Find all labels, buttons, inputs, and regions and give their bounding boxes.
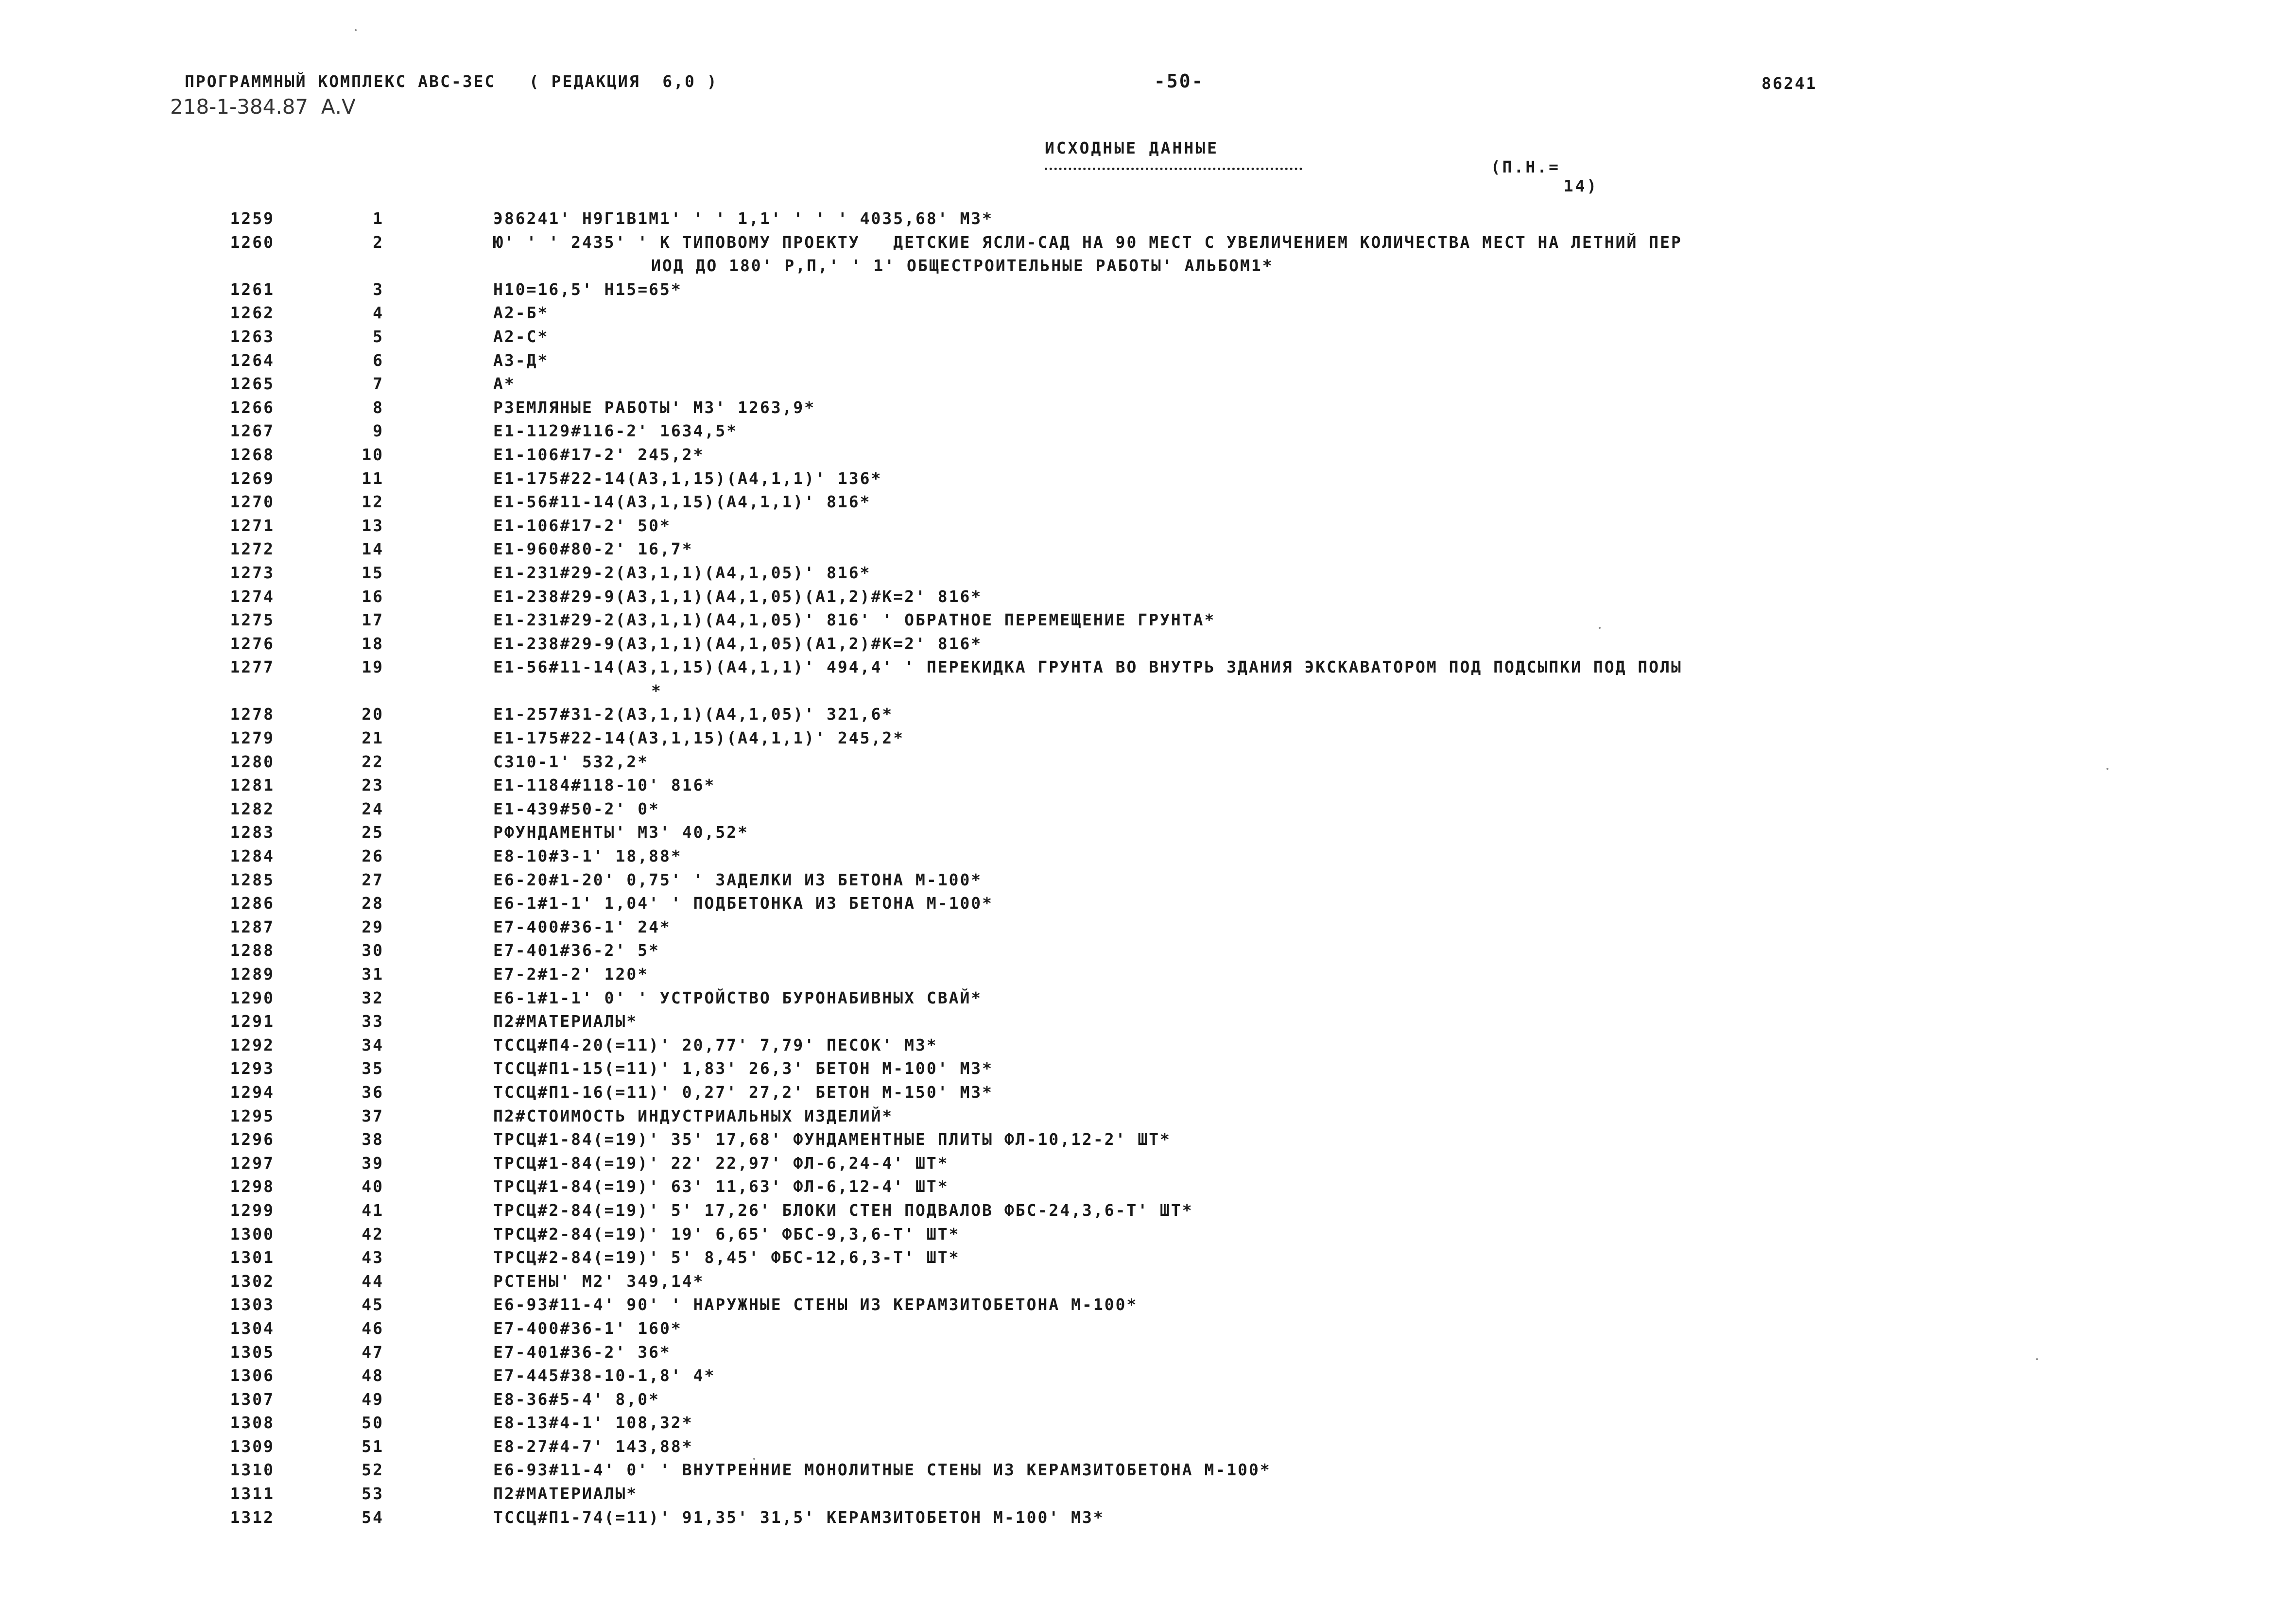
statement-number: 42: [362, 1224, 384, 1244]
line-number: 1301: [230, 1248, 275, 1267]
line-number: 1265: [230, 374, 275, 394]
statement-number: 32: [362, 988, 384, 1007]
listing-row: [0, 469, 2296, 493]
statement-text: ТРСЦ#1-84(=19)' 22' 22,97' ФЛ-6,24-4' ШТ*: [493, 1153, 949, 1173]
statement-text: Е1-231#29-2(А3,1,1)(А4,1,05)' 816*: [493, 563, 871, 582]
line-number: 1298: [230, 1177, 275, 1196]
listing-row: [0, 965, 2296, 988]
listing-row: [0, 847, 2296, 870]
listing-row: [0, 988, 2296, 1012]
statement-text: Е1-175#22-14(А3,1,15)(А4,1,1)' 245,2*: [493, 728, 905, 748]
statement-number: 40: [362, 1177, 384, 1196]
line-number: 1281: [230, 776, 275, 795]
statement-number: 41: [362, 1200, 384, 1220]
statement-text: ТССЦ#П1-74(=11)' 91,35' 31,5' КЕРАМЗИТОБЕТОН М-100' МЗ*: [493, 1507, 1105, 1527]
statement-text: Е1-1184#118-10' 816*: [493, 776, 716, 795]
statement-text: А*: [493, 374, 516, 394]
statement-text: Е1-439#50-2' 0*: [493, 799, 660, 818]
statement-text: Е8-10#3-1' 18,88*: [493, 847, 682, 866]
source-listing: [0, 209, 2296, 1531]
line-number: 1287: [230, 917, 275, 936]
listing-row: [0, 445, 2296, 469]
statement-number: 37: [362, 1106, 384, 1125]
line-number: 1274: [230, 587, 275, 606]
line-number: 1292: [230, 1035, 275, 1054]
line-number: 1286: [230, 894, 275, 913]
listing-row: [0, 1154, 2296, 1177]
listing-row: [0, 539, 2296, 563]
handwritten-reference: 218-1-384.87 А.V: [170, 95, 356, 119]
listing-row: [0, 610, 2296, 634]
statement-text: А2-Б*: [493, 303, 549, 323]
line-number: 1266: [230, 397, 275, 417]
listing-row: [0, 1225, 2296, 1248]
statement-text: С310-1' 532,2*: [493, 752, 649, 771]
statement-number: 49: [362, 1389, 384, 1409]
statement-number: 14: [362, 539, 384, 559]
scan-speck: [2106, 768, 2108, 770]
statement-number: 6: [373, 350, 384, 370]
listing-row: [0, 1248, 2296, 1272]
listing-row: [0, 1343, 2296, 1366]
listing-row: [0, 728, 2296, 752]
statement-text: Е6-93#11-4' 90' ' НАРУЖНЫЕ СТЕНЫ ИЗ КЕРАМЗИТОБЕТОНА М-100*: [493, 1295, 1138, 1314]
listing-row: [0, 917, 2296, 941]
listing-row: [0, 1106, 2296, 1130]
listing-row: [0, 516, 2296, 540]
statement-text: ТРСЦ#2-84(=19)' 5' 8,45' ФБС-12,6,3-Т' ШТ*: [493, 1248, 960, 1267]
statement-number: 47: [362, 1342, 384, 1362]
line-number: 1311: [230, 1484, 275, 1503]
listing-row: [0, 1295, 2296, 1319]
line-number: 1284: [230, 847, 275, 866]
statement-text: Е7-400#36-1' 24*: [493, 917, 671, 936]
line-number: 1268: [230, 445, 275, 464]
statement-number: 33: [362, 1012, 384, 1031]
statement-text: Е1-238#29-9(А3,1,1)(А4,1,05)(А1,2)#К=2' 816*: [493, 587, 983, 606]
line-number: 1310: [230, 1460, 275, 1480]
pn-value: 14): [1563, 176, 1599, 195]
listing-row: [0, 563, 2296, 587]
listing-row: [0, 1460, 2296, 1484]
listing-row: [0, 1177, 2296, 1201]
statement-number: 8: [373, 397, 384, 417]
statement-text: Е8-13#4-1' 108,32*: [493, 1413, 693, 1433]
listing-row: [0, 870, 2296, 894]
statement-number: 24: [362, 799, 384, 818]
line-number: 1267: [230, 421, 275, 441]
line-number: 1297: [230, 1153, 275, 1173]
statement-text: ТРСЦ#1-84(=19)' 63' 11,63' ФЛ-6,12-4' ШТ*: [493, 1177, 949, 1196]
line-number: 1283: [230, 823, 275, 842]
line-number: 1279: [230, 728, 275, 748]
listing-row: [0, 823, 2296, 847]
statement-text: Е1-960#80-2' 16,7*: [493, 539, 693, 559]
statement-text: А3-Д*: [493, 350, 549, 370]
listing-row: [0, 752, 2296, 776]
statement-text: Е8-27#4-7' 143,88*: [493, 1436, 693, 1456]
statement-text: ТССЦ#П4-20(=11)' 20,77' 7,79' ПЕСОК' МЗ*: [493, 1035, 938, 1054]
statement-number: 12: [362, 492, 384, 512]
statement-text: Е1-175#22-14(А3,1,15)(А4,1,1)' 136*: [493, 468, 882, 488]
statement-number: 45: [362, 1295, 384, 1314]
line-number: 1290: [230, 988, 275, 1007]
statement-number: 44: [362, 1271, 384, 1291]
statement-text: РФУНДАМЕНТЫ' МЗ' 40,52*: [493, 823, 749, 842]
listing-row: [0, 1130, 2296, 1154]
line-number: 1264: [230, 350, 275, 370]
statement-text: П2#МАТЕРИАЛЫ*: [493, 1484, 638, 1503]
line-number: 1262: [230, 303, 275, 323]
statement-number: 20: [362, 705, 384, 724]
listing-row: [0, 1036, 2296, 1059]
line-number: 1291: [230, 1012, 275, 1031]
listing-row: [0, 1083, 2296, 1106]
statement-number: 34: [362, 1035, 384, 1054]
statement-number: 1: [373, 209, 384, 228]
statement-number: 51: [362, 1436, 384, 1456]
line-number: 1263: [230, 327, 275, 346]
line-number: 1260: [230, 232, 275, 252]
line-number: 1309: [230, 1436, 275, 1456]
statement-number: 48: [362, 1366, 384, 1385]
statement-number: 35: [362, 1059, 384, 1078]
statement-text: Е1-231#29-2(А3,1,1)(А4,1,05)' 816' ' ОБРАТНОЕ ПЕРЕМЕЩЕНИЕ ГРУНТА*: [493, 610, 1216, 630]
statement-text: Е6-1#1-1' 1,04' ' ПОДБЕТОНКА ИЗ БЕТОНА М-100*: [493, 894, 994, 913]
page-number: -50-: [1154, 70, 1205, 92]
line-number: 1304: [230, 1318, 275, 1338]
program-header: ПРОГРАММНЫЙ КОМПЛЕКС АВС-3ЕС ( РЕДАКЦИЯ 6,0 ): [185, 72, 718, 91]
statement-number: 13: [362, 516, 384, 535]
line-number: 1312: [230, 1507, 275, 1527]
listing-row: [0, 799, 2296, 823]
line-number: 1273: [230, 563, 275, 582]
statement-text: Е8-36#5-4' 8,0*: [493, 1389, 660, 1409]
listing-row: [0, 233, 2296, 257]
statement-text: Ю' ' ' 2435' ' К ТИПОВОМУ ПРОЕКТУ ДЕТСКИЕ ЯСЛИ-САД НА 90 МЕСТ С УВЕЛИЧЕНИЕМ КОЛИЧЕСТВА МЕСТ НА ЛЕТНИЙ ПЕР: [493, 232, 1682, 252]
statement-number: 30: [362, 941, 384, 960]
listing-continuation-row: [0, 256, 2296, 280]
statement-number: 54: [362, 1507, 384, 1527]
statement-text: Е7-2#1-2' 120*: [493, 965, 649, 984]
statement-number: 39: [362, 1153, 384, 1173]
line-number: 1289: [230, 965, 275, 984]
statement-number: 27: [362, 870, 384, 889]
statement-number: 4: [373, 303, 384, 323]
statement-text: Е1-238#29-9(А3,1,1)(А4,1,05)(А1,2)#К=2' 816*: [493, 634, 983, 653]
scan-speck: [2036, 1358, 2038, 1360]
statement-number: 43: [362, 1248, 384, 1267]
listing-row: [0, 776, 2296, 799]
line-number: 1272: [230, 539, 275, 559]
statement-number: 53: [362, 1484, 384, 1503]
title-underline: [1045, 168, 1302, 170]
statement-number: 46: [362, 1318, 384, 1338]
statement-text: Е1-106#17-2' 245,2*: [493, 445, 705, 464]
scan-speck: [753, 1458, 755, 1460]
listing-row: [0, 941, 2296, 965]
statement-number: 22: [362, 752, 384, 771]
section-title: ИСХОДНЫЕ ДАННЫЕ: [1045, 138, 1219, 157]
listing-row: [0, 374, 2296, 398]
statement-text: Е1-257#31-2(А3,1,1)(А4,1,05)' 321,6*: [493, 705, 894, 724]
statement-number: 15: [362, 563, 384, 582]
statement-text: Е7-445#38-10-1,8' 4*: [493, 1366, 716, 1385]
listing-row: [0, 492, 2296, 516]
document-code: 86241: [1761, 74, 1817, 93]
listing-row: [0, 1437, 2296, 1461]
line-number: 1276: [230, 634, 275, 653]
line-number: 1293: [230, 1059, 275, 1078]
listing-row: [0, 1366, 2296, 1390]
statement-number: 36: [362, 1082, 384, 1102]
line-number: 1302: [230, 1271, 275, 1291]
statement-text: Е7-401#36-2' 36*: [493, 1342, 671, 1362]
listing-row: [0, 1059, 2296, 1083]
statement-number: 9: [373, 421, 384, 441]
statement-text: П2#СТОИМОСТЬ ИНДУСТРИАЛЬНЫХ ИЗДЕЛИЙ*: [493, 1106, 894, 1125]
statement-number: 7: [373, 374, 384, 394]
line-number: 1300: [230, 1224, 275, 1244]
statement-number: 10: [362, 445, 384, 464]
statement-number: 11: [362, 468, 384, 488]
listing-row: [0, 1201, 2296, 1225]
statement-text: Е1-1129#116-2' 1634,5*: [493, 421, 738, 441]
statement-number: 29: [362, 917, 384, 936]
statement-text: Е7-400#36-1' 160*: [493, 1318, 682, 1338]
line-number: 1288: [230, 941, 275, 960]
statement-text: А2-С*: [493, 327, 549, 346]
statement-text: ТРСЦ#2-84(=19)' 5' 17,26' БЛОКИ СТЕН ПОДВАЛОВ ФБС-24,3,6-Т' ШТ*: [493, 1200, 1193, 1220]
line-number: 1259: [230, 209, 275, 228]
line-number: 1299: [230, 1200, 275, 1220]
listing-row: [0, 327, 2296, 351]
statement-text: РСТЕНЫ' М2' 349,14*: [493, 1271, 705, 1291]
listing-continuation-row: [0, 681, 2296, 705]
statement-number: 50: [362, 1413, 384, 1433]
line-number: 1275: [230, 610, 275, 630]
statement-number: 5: [373, 327, 384, 346]
statement-text: *: [651, 681, 662, 700]
line-number: 1271: [230, 516, 275, 535]
line-number: 1285: [230, 870, 275, 889]
statement-text: Е7-401#36-2' 5*: [493, 941, 660, 960]
scan-speck: [1599, 627, 1601, 629]
line-number: 1303: [230, 1295, 275, 1314]
pn-label: (П.Н.=: [1490, 157, 1560, 176]
line-number: 1296: [230, 1130, 275, 1149]
statement-text: ТРСЦ#2-84(=19)' 19' 6,65' ФБС-9,3,6-Т' ШТ*: [493, 1224, 960, 1244]
line-number: 1294: [230, 1082, 275, 1102]
statement-text: ИОД ДО 180' Р,П,' ' 1' ОБЩЕСТРОИТЕЛЬНЫЕ РАБОТЫ' АЛЬБОМ1*: [651, 256, 1274, 276]
line-number: 1308: [230, 1413, 275, 1433]
listing-row: [0, 1012, 2296, 1036]
line-number: 1307: [230, 1389, 275, 1409]
statement-text: Е6-93#11-4' 0' ' ВНУТРЕННИЕ МОНОЛИТНЫЕ СТЕНЫ ИЗ КЕРАМЗИТОБЕТОНА М-100*: [493, 1460, 1271, 1480]
statement-text: Е1-56#11-14(А3,1,15)(А4,1,1)' 494,4' ' ПЕРЕКИДКА ГРУНТА ВО ВНУТРЬ ЗДАНИЯ ЭКСКАВАТОРОМ ПОД ПОДСЫПКИ ПОД ПОЛЫ: [493, 657, 1682, 677]
statement-number: 52: [362, 1460, 384, 1480]
listing-row: [0, 1272, 2296, 1296]
statement-number: 2: [373, 232, 384, 252]
statement-number: 3: [373, 279, 384, 299]
statement-number: 18: [362, 634, 384, 653]
line-number: 1270: [230, 492, 275, 512]
statement-text: Е1-106#17-2' 50*: [493, 516, 671, 535]
line-number: 1261: [230, 279, 275, 299]
listing-row: [0, 398, 2296, 422]
statement-text: Е1-56#11-14(А3,1,15)(А4,1,1)' 816*: [493, 492, 871, 512]
line-number: 1305: [230, 1342, 275, 1362]
listing-row: [0, 1508, 2296, 1532]
listing-row: [0, 894, 2296, 917]
listing-row: [0, 657, 2296, 681]
page-index: [1467, 138, 1598, 195]
listing-row: [0, 1390, 2296, 1414]
listing-row: [0, 587, 2296, 611]
line-number: 1295: [230, 1106, 275, 1125]
line-number: 1277: [230, 657, 275, 677]
statement-number: 21: [362, 728, 384, 748]
statement-text: Э86241' Н9Г1В1М1' ' ' 1,1' ' ' ' 4035,68' МЗ*: [493, 209, 994, 228]
listing-row: [0, 421, 2296, 445]
scan-speck: [355, 29, 357, 31]
line-number: 1278: [230, 705, 275, 724]
statement-text: ТРСЦ#1-84(=19)' 35' 17,68' ФУНДАМЕНТНЫЕ ПЛИТЫ ФЛ-10,12-2' ШТ*: [493, 1130, 1171, 1149]
statement-text: П2#МАТЕРИАЛЫ*: [493, 1012, 638, 1031]
statement-number: 28: [362, 894, 384, 913]
statement-number: 19: [362, 657, 384, 677]
statement-text: Е6-1#1-1' 0' ' УСТРОЙСТВО БУРОНАБИВНЫХ СВАЙ*: [493, 988, 983, 1007]
listing-row: [0, 1413, 2296, 1437]
statement-text: РЗЕМЛЯНЫЕ РАБОТЫ' МЗ' 1263,9*: [493, 397, 816, 417]
listing-row: [0, 705, 2296, 728]
line-number: 1282: [230, 799, 275, 818]
listing-row: [0, 1484, 2296, 1508]
listing-row: [0, 1319, 2296, 1343]
statement-text: ТССЦ#П1-16(=11)' 0,27' 27,2' БЕТОН М-150' МЗ*: [493, 1082, 994, 1102]
line-number: 1269: [230, 468, 275, 488]
statement-text: ТССЦ#П1-15(=11)' 1,83' 26,3' БЕТОН М-100' МЗ*: [493, 1059, 994, 1078]
listing-row: [0, 209, 2296, 233]
statement-text: Н10=16,5' Н15=65*: [493, 279, 682, 299]
statement-number: 31: [362, 965, 384, 984]
statement-number: 38: [362, 1130, 384, 1149]
listing-row: [0, 303, 2296, 327]
statement-number: 16: [362, 587, 384, 606]
line-number: 1306: [230, 1366, 275, 1385]
statement-number: 23: [362, 776, 384, 795]
statement-number: 17: [362, 610, 384, 630]
line-number: 1280: [230, 752, 275, 771]
listing-row: [0, 280, 2296, 304]
statement-text: Е6-20#1-20' 0,75' ' ЗАДЕЛКИ ИЗ БЕТОНА М-100*: [493, 870, 983, 889]
listing-row: [0, 351, 2296, 375]
listing-row: [0, 634, 2296, 658]
statement-number: 25: [362, 823, 384, 842]
statement-number: 26: [362, 847, 384, 866]
